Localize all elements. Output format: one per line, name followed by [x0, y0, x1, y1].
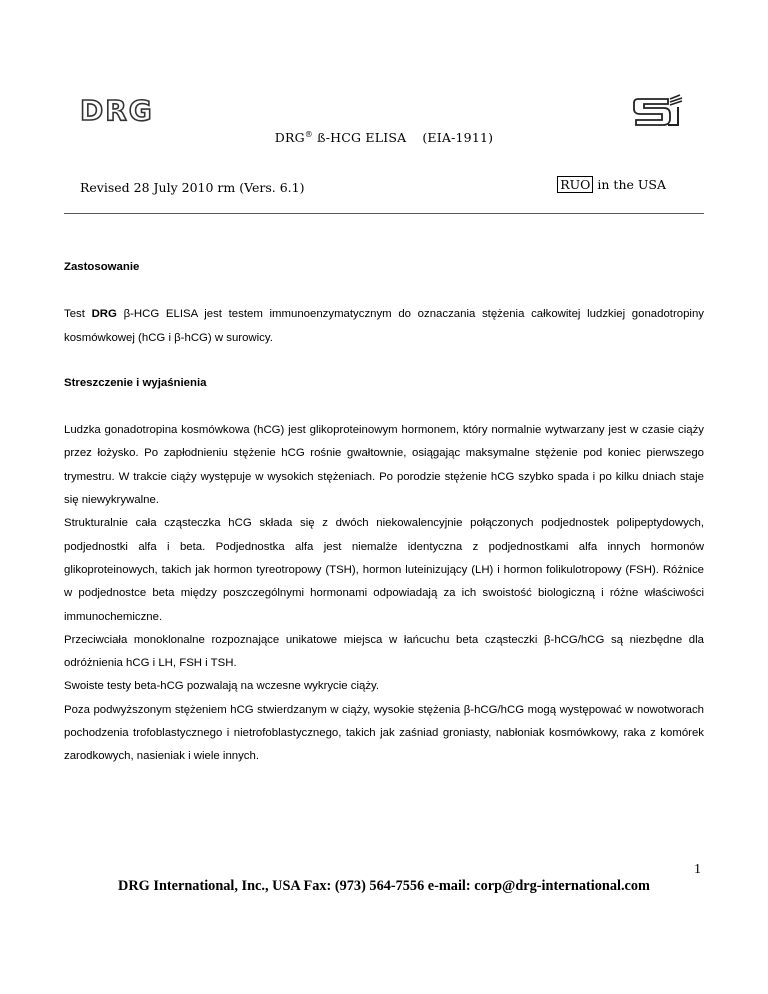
- application-text-a: Test: [64, 308, 92, 321]
- title-brand: DRG: [274, 130, 305, 146]
- document-body: [64, 256, 704, 769]
- summary-paragraph-3: Przeciwciała monoklonalne rozpoznające unikatowe miejsca w łańcuchu beta cząsteczki β-hCG/hCG są niezbędne dla odróżnienia hCG i LH, FSH i TSH.: [64, 633, 704, 670]
- ruo-suffix: in the USA: [597, 177, 666, 192]
- summary-paragraph-2: Strukturalnie cała cząsteczka hCG składa się z dwóch niekowalencyjnie połączonych podjednostek polipeptydowych, podjednostki alfa i beta. Podjednostka alfa jest niemalże identyczna z podjednostkami alfa innych hormonów glikoproteinowych, takich jak hormon tyreotropowy (TSH), hormon luteinizujący (LH) i hormon folikulotropowy (FSH). Różnice w podjednostce beta między poszczególnymi hormonami odpowiadają za ich swoistość biologiczną i różne właściwości immunochemiczne.: [64, 517, 704, 623]
- company-emblem-icon: [632, 93, 684, 129]
- title-product: ß-HCG ELISA: [313, 130, 407, 146]
- product-code: (EIA-1911): [422, 130, 494, 146]
- revision-info: Revised 28 July 2010 rm (Vers. 6.1): [80, 180, 305, 195]
- section-heading-application: Zastosowanie: [64, 261, 140, 273]
- registered-mark: ®: [304, 130, 313, 139]
- ruo-box: RUO: [557, 176, 593, 193]
- document-title: [0, 130, 768, 145]
- header-divider: [64, 213, 704, 214]
- summary-paragraph-5: Poza podwyższonym stężeniem hCG stwierdzanym w ciąży, wysokie stężenia β-hCG/hCG mogą występować w nowotworach pochodzenia trofoblastycznego i nietrofoblastycznego, takich jak zaśniad groniasty, nabłoniak kosmówkowy, raka z komórek zarodkowych, nasieniak i wiele innych.: [64, 703, 704, 763]
- drg-logo: [80, 96, 184, 124]
- application-text-brand: DRG: [91, 308, 117, 321]
- page-number: 1: [694, 862, 701, 877]
- summary-paragraph-4: Swoiste testy beta-hCG pozwalają na wczesne wykrycie ciąży.: [64, 680, 380, 693]
- application-text-b: β-HCG ELISA jest testem immunoenzymatycznym do oznaczania stężenia całkowitej ludzkiej gonadotropiny kosmówkowej (hCG i β-hCG) w surowicy.: [64, 308, 704, 344]
- summary-paragraph-1: Ludzka gonadotropina kosmówkowa (hCG) jest glikoproteinowym hormonem, który normalnie wytwarzany jest w czasie ciąży przez łożysko. Po zapłodnieniu stężenie hCG rośnie gwałtownie, osiągając maksymalne stężenie pod koniec pierwszego trymestru. W trakcie ciąży występuje w wysokich stężeniach. Po porodzie stężenie hCG szybko spada i po kilku dniach staje się niewykrywalne.: [64, 424, 704, 507]
- ruo-label: [557, 177, 666, 192]
- footer-contact: DRG International, Inc., USA Fax: (973) 564-7556 e-mail: corp@drg-international.com: [118, 878, 650, 894]
- application-paragraph: [64, 303, 704, 350]
- drg-logo-text: DRG: [80, 96, 154, 124]
- section-heading-summary: Streszczenie i wyjaśnienia: [64, 376, 207, 389]
